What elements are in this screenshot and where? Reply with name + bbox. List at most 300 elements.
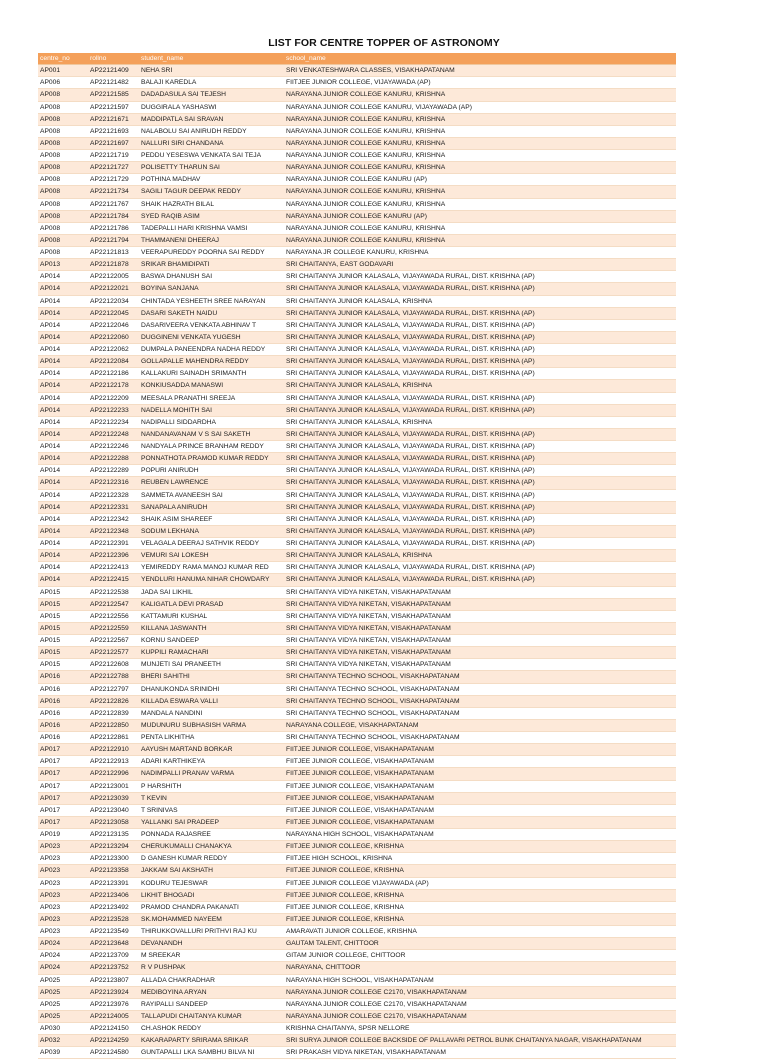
rollno-cell: AP22122331 bbox=[88, 501, 139, 513]
rollno-cell: AP22122234 bbox=[88, 416, 139, 428]
centre-no-cell: AP023 bbox=[38, 877, 88, 889]
rollno-cell: AP22122005 bbox=[88, 271, 139, 283]
topper-table bbox=[38, 53, 676, 1059]
student-name-cell: CH.ASHOK REDDY bbox=[139, 1023, 284, 1035]
centre-no-cell: AP014 bbox=[38, 307, 88, 319]
rollno-cell: AP22123358 bbox=[88, 865, 139, 877]
rollno-cell: AP22123406 bbox=[88, 889, 139, 901]
centre-no-cell: AP015 bbox=[38, 622, 88, 634]
table-row bbox=[38, 732, 676, 744]
rollno-cell: AP22123528 bbox=[88, 913, 139, 925]
school-name-cell: NARAYANA, CHITTOOR bbox=[284, 962, 676, 974]
table-row bbox=[38, 574, 676, 586]
school-name-cell: FIITJEE JUNIOR COLLEGE, KRISHNA bbox=[284, 865, 676, 877]
table-row bbox=[38, 259, 676, 271]
table-row bbox=[38, 538, 676, 550]
school-name-cell: NARAYANA JUNIOR COLLEGE KANURU, KRISHNA bbox=[284, 89, 676, 101]
school-name-cell: FIITJEE JUNIOR COLLEGE, KRISHNA bbox=[284, 901, 676, 913]
centre-no-cell: AP025 bbox=[38, 974, 88, 986]
student-name-cell: NADIPALLI SIDDARDHA bbox=[139, 416, 284, 428]
centre-no-cell: AP017 bbox=[38, 804, 88, 816]
centre-no-cell: AP017 bbox=[38, 792, 88, 804]
table-row bbox=[38, 804, 676, 816]
rollno-cell: AP22123549 bbox=[88, 926, 139, 938]
school-name-cell: SRI CHAITANYA VIDYA NIKETAN, VISAKHAPATANAM bbox=[284, 598, 676, 610]
student-name-cell: KONKIUSADDA MANASWI bbox=[139, 380, 284, 392]
school-name-cell: SRI CHAITANYA JUNIOR KALASALA, VIJAYAWADA RURAL, DIST. KRISHNA (AP) bbox=[284, 562, 676, 574]
school-name-cell: NARAYANA JUNIOR COLLEGE KANURU, KRISHNA bbox=[284, 186, 676, 198]
school-name-cell: FIITJEE JUNIOR COLLEGE, VISAKHAPATANAM bbox=[284, 744, 676, 756]
school-name-cell: FIITJEE JUNIOR COLLEGE, VISAKHAPATANAM bbox=[284, 816, 676, 828]
centre-no-cell: AP014 bbox=[38, 380, 88, 392]
table-row bbox=[38, 210, 676, 222]
rollno-cell: AP22124580 bbox=[88, 1047, 139, 1059]
student-name-cell: YALLANKI SAI PRADEEP bbox=[139, 816, 284, 828]
student-name-cell: MEESALA PRANATHI SREEJA bbox=[139, 392, 284, 404]
table-row bbox=[38, 416, 676, 428]
student-name-cell: DHANUKONDA SRINIDHI bbox=[139, 683, 284, 695]
school-name-cell: FIITJEE JUNIOR COLLEGE, KRISHNA bbox=[284, 841, 676, 853]
table-row bbox=[38, 501, 676, 513]
table-row bbox=[38, 113, 676, 125]
student-name-cell: LIKHIT BHOGADI bbox=[139, 889, 284, 901]
student-name-cell: P HARSHITH bbox=[139, 780, 284, 792]
centre-no-cell: AP006 bbox=[38, 77, 88, 89]
table-row bbox=[38, 174, 676, 186]
centre-no-cell: AP017 bbox=[38, 816, 88, 828]
student-name-cell: NEHA SRI bbox=[139, 65, 284, 77]
school-name-cell: NARAYANA JUNIOR COLLEGE KANURU, KRISHNA bbox=[284, 234, 676, 246]
rollno-cell: AP22122413 bbox=[88, 562, 139, 574]
student-name-cell: NANDYALA PRINCE BRANHAM REDDY bbox=[139, 441, 284, 453]
centre-no-cell: AP008 bbox=[38, 198, 88, 210]
school-name-cell: SRI CHAITANYA JUNIOR KALASALA, VIJAYAWADA RURAL, DIST. KRISHNA (AP) bbox=[284, 368, 676, 380]
student-name-cell: T SRINIVAS bbox=[139, 804, 284, 816]
table-row bbox=[38, 186, 676, 198]
school-name-cell: SRI CHAITANYA VIDYA NIKETAN, VISAKHAPATANAM bbox=[284, 659, 676, 671]
table-row bbox=[38, 1023, 676, 1035]
student-name-cell: SANAPALA ANIRUDH bbox=[139, 501, 284, 513]
centre-no-cell: AP014 bbox=[38, 404, 88, 416]
centre-no-cell: AP014 bbox=[38, 441, 88, 453]
rollno-cell: AP22123976 bbox=[88, 998, 139, 1010]
table-row bbox=[38, 65, 676, 77]
table-row bbox=[38, 719, 676, 731]
school-name-cell: KRISHNA CHAITANYA, SPSR NELLORE bbox=[284, 1023, 676, 1035]
table-row bbox=[38, 974, 676, 986]
rollno-cell: AP22121734 bbox=[88, 186, 139, 198]
student-name-cell: POPURI ANIRUDH bbox=[139, 465, 284, 477]
table-row bbox=[38, 295, 676, 307]
centre-no-cell: AP015 bbox=[38, 635, 88, 647]
school-name-cell: NARAYANA JUNIOR COLLEGE KANURU (AP) bbox=[284, 174, 676, 186]
school-name-cell: SRI CHAITANYA TECHNO SCHOOL, VISAKHAPATANAM bbox=[284, 707, 676, 719]
table-row bbox=[38, 525, 676, 537]
centre-no-cell: AP015 bbox=[38, 659, 88, 671]
school-name-cell: FIITJEE JUNIOR COLLEGE, VIJAYAWADA (AP) bbox=[284, 77, 676, 89]
rollno-cell: AP22122084 bbox=[88, 356, 139, 368]
rollno-cell: AP22122391 bbox=[88, 538, 139, 550]
student-name-cell: MADDIPATLA SAI SRAVAN bbox=[139, 113, 284, 125]
centre-no-cell: AP023 bbox=[38, 853, 88, 865]
table-row bbox=[38, 792, 676, 804]
rollno-cell: AP22122567 bbox=[88, 635, 139, 647]
school-name-cell: SRI CHAITANYA JUNIOR KALASALA, VIJAYAWADA RURAL, DIST. KRISHNA (AP) bbox=[284, 283, 676, 295]
rollno-cell: AP22122538 bbox=[88, 586, 139, 598]
rollno-cell: AP22123058 bbox=[88, 816, 139, 828]
student-name-cell: DEVANANDH bbox=[139, 938, 284, 950]
school-name-cell: NARAYANA JUNIOR COLLEGE KANURU, KRISHNA bbox=[284, 222, 676, 234]
centre-no-cell: AP032 bbox=[38, 1035, 88, 1047]
centre-no-cell: AP008 bbox=[38, 89, 88, 101]
rollno-cell: AP22123709 bbox=[88, 950, 139, 962]
centre-no-cell: AP039 bbox=[38, 1047, 88, 1059]
table-row bbox=[38, 356, 676, 368]
student-name-cell: TALLAPUDI CHAITANYA KUMAR bbox=[139, 1010, 284, 1022]
student-name-cell: NADIMPALLI PRANAV VARMA bbox=[139, 768, 284, 780]
centre-no-cell: AP008 bbox=[38, 247, 88, 259]
student-name-cell: DADADASULA SAI TEJESH bbox=[139, 89, 284, 101]
centre-no-cell: AP008 bbox=[38, 222, 88, 234]
rollno-cell: AP22122178 bbox=[88, 380, 139, 392]
table-row bbox=[38, 586, 676, 598]
student-name-cell: BHERI SAHITHI bbox=[139, 671, 284, 683]
school-name-cell: NARAYANA JUNIOR COLLEGE KANURU, KRISHNA bbox=[284, 162, 676, 174]
table-row bbox=[38, 150, 676, 162]
table-row bbox=[38, 695, 676, 707]
table-row bbox=[38, 307, 676, 319]
table-row bbox=[38, 756, 676, 768]
centre-no-cell: AP008 bbox=[38, 174, 88, 186]
school-name-cell: SRI CHAITANYA VIDYA NIKETAN, VISAKHAPATANAM bbox=[284, 610, 676, 622]
table-row bbox=[38, 950, 676, 962]
rollno-cell: AP22122556 bbox=[88, 610, 139, 622]
rollno-cell: AP22122209 bbox=[88, 392, 139, 404]
centre-no-cell: AP016 bbox=[38, 732, 88, 744]
table-row bbox=[38, 550, 676, 562]
student-name-cell: NANDANAVANAM V S SAI SAKETH bbox=[139, 428, 284, 440]
rollno-cell: AP22122289 bbox=[88, 465, 139, 477]
school-name-cell: SRI CHAITANYA JUNIOR KALASALA, VIJAYAWADA RURAL, DIST. KRISHNA (AP) bbox=[284, 392, 676, 404]
centre-no-cell: AP017 bbox=[38, 756, 88, 768]
centre-no-cell: AP014 bbox=[38, 562, 88, 574]
rollno-cell: AP22123648 bbox=[88, 938, 139, 950]
table-row bbox=[38, 489, 676, 501]
rollno-cell: AP22121729 bbox=[88, 174, 139, 186]
student-name-cell: KODURU TEJESWAR bbox=[139, 877, 284, 889]
school-name-cell: SRI SURYA JUNIOR COLLEGE BACKSIDE OF PALLAVARI PETROL BUNK CHAITANYA NAGAR, VISAKHAPATANAM bbox=[284, 1035, 676, 1047]
centre-no-cell: AP014 bbox=[38, 344, 88, 356]
centre-no-cell: AP015 bbox=[38, 586, 88, 598]
rollno-cell: AP22123924 bbox=[88, 986, 139, 998]
rollno-cell: AP22122342 bbox=[88, 513, 139, 525]
student-name-cell: AAYUSH MARTAND BORKAR bbox=[139, 744, 284, 756]
rollno-cell: AP22122348 bbox=[88, 525, 139, 537]
school-name-cell: SRI CHAITANYA JUNIOR KALASALA, VIJAYAWADA RURAL, DIST. KRISHNA (AP) bbox=[284, 271, 676, 283]
column-header-centre-no: centre_no bbox=[38, 53, 88, 65]
school-name-cell: NARAYANA COLLEGE, VISAKHAPATANAM bbox=[284, 719, 676, 731]
student-name-cell: GOLLAPALLE MAHENDRA REDDY bbox=[139, 356, 284, 368]
table-row bbox=[38, 829, 676, 841]
rollno-cell: AP22121409 bbox=[88, 65, 139, 77]
centre-no-cell: AP008 bbox=[38, 186, 88, 198]
table-row bbox=[38, 344, 676, 356]
centre-no-cell: AP014 bbox=[38, 501, 88, 513]
rollno-cell: AP22123391 bbox=[88, 877, 139, 889]
centre-no-cell: AP014 bbox=[38, 489, 88, 501]
rollno-cell: AP22121482 bbox=[88, 77, 139, 89]
student-name-cell: SHAIK HAZRATH BILAL bbox=[139, 198, 284, 210]
school-name-cell: NARAYANA JUNIOR COLLEGE KANURU, KRISHNA bbox=[284, 137, 676, 149]
rollno-cell: AP22122060 bbox=[88, 331, 139, 343]
rollno-cell: AP22122547 bbox=[88, 598, 139, 610]
centre-no-cell: AP001 bbox=[38, 65, 88, 77]
centre-no-cell: AP014 bbox=[38, 574, 88, 586]
school-name-cell: FIITJEE JUNIOR COLLEGE, VISAKHAPATANAM bbox=[284, 756, 676, 768]
centre-no-cell: AP023 bbox=[38, 865, 88, 877]
school-name-cell: SRI CHAITANYA JUNIOR KALASALA, VIJAYAWADA RURAL, DIST. KRISHNA (AP) bbox=[284, 477, 676, 489]
student-name-cell: KILLANA JASWANTH bbox=[139, 622, 284, 634]
student-name-cell: VELAGALA DEERAJ SATHVIK REDDY bbox=[139, 538, 284, 550]
school-name-cell: SRI CHAITANYA VIDYA NIKETAN, VISAKHAPATANAM bbox=[284, 586, 676, 598]
student-name-cell: THAMMANENI DHEERAJ bbox=[139, 234, 284, 246]
table-row bbox=[38, 283, 676, 295]
rollno-cell: AP22123300 bbox=[88, 853, 139, 865]
table-row bbox=[38, 671, 676, 683]
student-name-cell: JAKKAM SAI AKSHATH bbox=[139, 865, 284, 877]
table-row bbox=[38, 125, 676, 137]
school-name-cell: NARAYANA JUNIOR COLLEGE KANURU, KRISHNA bbox=[284, 150, 676, 162]
table-row bbox=[38, 707, 676, 719]
table-row bbox=[38, 998, 676, 1010]
centre-no-cell: AP016 bbox=[38, 707, 88, 719]
school-name-cell: SRI CHAITANYA JUNIOR KALASALA, VIJAYAWADA RURAL, DIST. KRISHNA (AP) bbox=[284, 538, 676, 550]
rollno-cell: AP22121767 bbox=[88, 198, 139, 210]
rollno-cell: AP22122788 bbox=[88, 671, 139, 683]
centre-no-cell: AP017 bbox=[38, 780, 88, 792]
student-name-cell: YEMIREDDY RAMA MANOJ KUMAR RED bbox=[139, 562, 284, 574]
table-row bbox=[38, 816, 676, 828]
rollno-cell: AP22122046 bbox=[88, 319, 139, 331]
student-name-cell: D GANESH KUMAR REDDY bbox=[139, 853, 284, 865]
header-row bbox=[38, 53, 676, 65]
student-name-cell: DUMPALA PANEENDRA NADHA REDDY bbox=[139, 344, 284, 356]
rollno-cell: AP22122186 bbox=[88, 368, 139, 380]
table-row bbox=[38, 780, 676, 792]
student-name-cell: T KEVIN bbox=[139, 792, 284, 804]
rollno-cell: AP22122062 bbox=[88, 344, 139, 356]
rollno-cell: AP22121794 bbox=[88, 234, 139, 246]
page-title: LIST FOR CENTRE TOPPER OF ASTRONOMY bbox=[268, 37, 500, 49]
table-row bbox=[38, 453, 676, 465]
rollno-cell: AP22121697 bbox=[88, 137, 139, 149]
column-header-rollno: rollno bbox=[88, 53, 139, 65]
student-name-cell: SRIKAR BHAMIDIPATI bbox=[139, 259, 284, 271]
school-name-cell: NARAYANA JUNIOR COLLEGE C2170, VISAKHAPATANAM bbox=[284, 998, 676, 1010]
table-row bbox=[38, 101, 676, 113]
centre-no-cell: AP024 bbox=[38, 938, 88, 950]
centre-no-cell: AP016 bbox=[38, 683, 88, 695]
rollno-cell: AP22121671 bbox=[88, 113, 139, 125]
student-name-cell: KILLADA ESWARA VALLI bbox=[139, 695, 284, 707]
school-name-cell: SRI CHAITANYA VIDYA NIKETAN, VISAKHAPATANAM bbox=[284, 622, 676, 634]
student-name-cell: NALABOLU SAI ANIRUDH REDDY bbox=[139, 125, 284, 137]
school-name-cell: NARAYANA HIGH SCHOOL, VISAKHAPATANAM bbox=[284, 829, 676, 841]
student-name-cell: KALLAKURI SAINADH SRIMANTH bbox=[139, 368, 284, 380]
table-row bbox=[38, 889, 676, 901]
rollno-cell: AP22123039 bbox=[88, 792, 139, 804]
table-row bbox=[38, 368, 676, 380]
rollno-cell: AP22124150 bbox=[88, 1023, 139, 1035]
table-row bbox=[38, 89, 676, 101]
school-name-cell: SRI PRAKASH VIDYA NIKETAN, VISAKHAPATANAM bbox=[284, 1047, 676, 1059]
school-name-cell: SRI CHAITANYA JUNIOR KALASALA, KRISHNA bbox=[284, 550, 676, 562]
table-row bbox=[38, 1035, 676, 1047]
centre-no-cell: AP024 bbox=[38, 962, 88, 974]
school-name-cell: SRI CHAITANYA JUNIOR KALASALA, VIJAYAWADA RURAL, DIST. KRISHNA (AP) bbox=[284, 404, 676, 416]
rollno-cell: AP22121597 bbox=[88, 101, 139, 113]
table-row bbox=[38, 622, 676, 634]
student-name-cell: PONNADA RAJASREE bbox=[139, 829, 284, 841]
table-row bbox=[38, 477, 676, 489]
centre-no-cell: AP025 bbox=[38, 1010, 88, 1022]
table-row bbox=[38, 683, 676, 695]
student-name-cell: GUNTAPALLI LKA SAMBHU BILVA NI bbox=[139, 1047, 284, 1059]
rollno-cell: AP22123135 bbox=[88, 829, 139, 841]
table-row bbox=[38, 926, 676, 938]
student-name-cell: MANDALA NANDINI bbox=[139, 707, 284, 719]
student-name-cell: RAYIPALLI SANDEEP bbox=[139, 998, 284, 1010]
centre-no-cell: AP014 bbox=[38, 477, 88, 489]
student-name-cell: CHINTADA YESHEETH SREE NARAYAN bbox=[139, 295, 284, 307]
rollno-cell: AP22121813 bbox=[88, 247, 139, 259]
centre-no-cell: AP013 bbox=[38, 259, 88, 271]
centre-no-cell: AP014 bbox=[38, 319, 88, 331]
student-name-cell: SODUM LEKHANA bbox=[139, 525, 284, 537]
student-name-cell: R V PUSHPAK bbox=[139, 962, 284, 974]
student-name-cell: DASARI SAKETH NAIDU bbox=[139, 307, 284, 319]
centre-no-cell: AP015 bbox=[38, 647, 88, 659]
table-row bbox=[38, 198, 676, 210]
rollno-cell: AP22123294 bbox=[88, 841, 139, 853]
student-name-cell: DASARIVEERA VENKATA ABHINAV T bbox=[139, 319, 284, 331]
school-name-cell: SRI CHAITANYA TECHNO SCHOOL, VISAKHAPATANAM bbox=[284, 671, 676, 683]
rollno-cell: AP22122608 bbox=[88, 659, 139, 671]
centre-no-cell: AP023 bbox=[38, 889, 88, 901]
rollno-cell: AP22122826 bbox=[88, 695, 139, 707]
centre-no-cell: AP014 bbox=[38, 392, 88, 404]
school-name-cell: SRI CHAITANYA JUNIOR KALASALA, VIJAYAWADA RURAL, DIST. KRISHNA (AP) bbox=[284, 489, 676, 501]
table-row bbox=[38, 986, 676, 998]
rollno-cell: AP22122248 bbox=[88, 428, 139, 440]
school-name-cell: NARAYANA HIGH SCHOOL, VISAKHAPATANAM bbox=[284, 974, 676, 986]
student-name-cell: KUPPILI RAMACHARI bbox=[139, 647, 284, 659]
school-name-cell: SRI CHAITANYA JUNIOR KALASALA, VIJAYAWADA RURAL, DIST. KRISHNA (AP) bbox=[284, 453, 676, 465]
school-name-cell: SRI CHAITANYA JUNIOR KALASALA, VIJAYAWADA RURAL, DIST. KRISHNA (AP) bbox=[284, 344, 676, 356]
rollno-cell: AP22123807 bbox=[88, 974, 139, 986]
school-name-cell: SRI CHAITANYA JUNIOR KALASALA, KRISHNA bbox=[284, 295, 676, 307]
student-name-cell: KALIGATLA DEVI PRASAD bbox=[139, 598, 284, 610]
school-name-cell: FIITJEE HIGH SCHOOL, KRISHNA bbox=[284, 853, 676, 865]
school-name-cell: SRI CHAITANYA JUNIOR KALASALA, VIJAYAWADA RURAL, DIST. KRISHNA (AP) bbox=[284, 331, 676, 343]
centre-no-cell: AP014 bbox=[38, 356, 88, 368]
student-name-cell: VEERAPUREDDY POORNA SAI REDDY bbox=[139, 247, 284, 259]
rollno-cell: AP22121727 bbox=[88, 162, 139, 174]
table-row bbox=[38, 162, 676, 174]
rollno-cell: AP22122996 bbox=[88, 768, 139, 780]
table-row bbox=[38, 1010, 676, 1022]
school-name-cell: NARAYANA JUNIOR COLLEGE C2170, VISAKHAPATANAM bbox=[284, 1010, 676, 1022]
table-row bbox=[38, 234, 676, 246]
student-name-cell: VEMURI SAI LOKESH bbox=[139, 550, 284, 562]
school-name-cell: FIITJEE JUNIOR COLLEGE, KRISHNA bbox=[284, 913, 676, 925]
table-row bbox=[38, 962, 676, 974]
rollno-cell: AP22122577 bbox=[88, 647, 139, 659]
rollno-cell: AP22122861 bbox=[88, 732, 139, 744]
school-name-cell: SRI CHAITANYA JUNIOR KALASALA, VIJAYAWADA RURAL, DIST. KRISHNA (AP) bbox=[284, 525, 676, 537]
table-row bbox=[38, 428, 676, 440]
school-name-cell: FIITJEE JUNIOR COLLEGE, VISAKHAPATANAM bbox=[284, 768, 676, 780]
table-row bbox=[38, 380, 676, 392]
student-name-cell: PEDDU YESESWA VENKATA SAI TEJA bbox=[139, 150, 284, 162]
centre-no-cell: AP014 bbox=[38, 271, 88, 283]
rollno-cell: AP22122415 bbox=[88, 574, 139, 586]
table-row bbox=[38, 853, 676, 865]
centre-no-cell: AP017 bbox=[38, 768, 88, 780]
table-row bbox=[38, 647, 676, 659]
centre-no-cell: AP024 bbox=[38, 950, 88, 962]
table-row bbox=[38, 841, 676, 853]
table-row bbox=[38, 659, 676, 671]
student-name-cell: SK.MOHAMMED NAYEEM bbox=[139, 913, 284, 925]
student-name-cell: BALAJI KAREDLA bbox=[139, 77, 284, 89]
student-name-cell: KAKARAPARTY SRIRAMA SRIKAR bbox=[139, 1035, 284, 1047]
centre-no-cell: AP014 bbox=[38, 283, 88, 295]
student-name-cell: POTHINA MADHAV bbox=[139, 174, 284, 186]
school-name-cell: SRI CHAITANYA JUNIOR KALASALA, VIJAYAWADA RURAL, DIST. KRISHNA (AP) bbox=[284, 428, 676, 440]
student-name-cell: NADELLA MOHITH SAI bbox=[139, 404, 284, 416]
table-row bbox=[38, 913, 676, 925]
centre-no-cell: AP008 bbox=[38, 234, 88, 246]
centre-no-cell: AP008 bbox=[38, 113, 88, 125]
school-name-cell: NARAYANA JUNIOR COLLEGE KANURU, KRISHNA bbox=[284, 113, 676, 125]
student-name-cell: ALLADA CHAKRADHAR bbox=[139, 974, 284, 986]
centre-no-cell: AP017 bbox=[38, 744, 88, 756]
rollno-cell: AP22121784 bbox=[88, 210, 139, 222]
table-row bbox=[38, 441, 676, 453]
table-row bbox=[38, 392, 676, 404]
rollno-cell: AP22123492 bbox=[88, 901, 139, 913]
centre-no-cell: AP008 bbox=[38, 101, 88, 113]
table-row bbox=[38, 247, 676, 259]
rollno-cell: AP22122797 bbox=[88, 683, 139, 695]
rollno-cell: AP22122316 bbox=[88, 477, 139, 489]
centre-no-cell: AP008 bbox=[38, 162, 88, 174]
centre-no-cell: AP014 bbox=[38, 428, 88, 440]
table-row bbox=[38, 513, 676, 525]
centre-no-cell: AP015 bbox=[38, 598, 88, 610]
school-name-cell: SRI CHAITANYA JUNIOR KALASALA, VIJAYAWADA RURAL, DIST. KRISHNA (AP) bbox=[284, 307, 676, 319]
centre-no-cell: AP016 bbox=[38, 695, 88, 707]
centre-no-cell: AP023 bbox=[38, 841, 88, 853]
school-name-cell: SRI VENKATESHWARA CLASSES, VISAKHAPATANAM bbox=[284, 65, 676, 77]
rollno-cell: AP22121585 bbox=[88, 89, 139, 101]
rollno-cell: AP22122233 bbox=[88, 404, 139, 416]
school-name-cell: FIITJEE JUNIOR COLLEGE VIJAYAWADA (AP) bbox=[284, 877, 676, 889]
rollno-cell: AP22122045 bbox=[88, 307, 139, 319]
rollno-cell: AP22122396 bbox=[88, 550, 139, 562]
rollno-cell: AP22124005 bbox=[88, 1010, 139, 1022]
